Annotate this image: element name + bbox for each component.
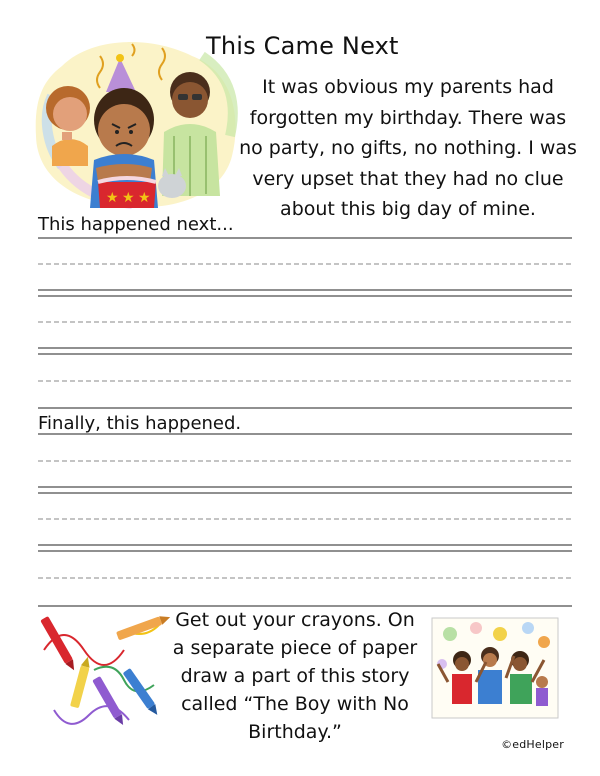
section-label-finally: Finally, this happened.: [38, 413, 242, 434]
drawing-prompt: Get out your crayons. On a separate piece of paper draw a part of this story called “The Boy with No Birthday.”: [172, 609, 418, 743]
crayons-illustration: [34, 610, 174, 750]
story-paragraph: It was obvious my parents had forgotten my birthday. There was no party, no gifts, no nothing. I was very upset that they had no clue about this big day of mine.: [239, 76, 577, 220]
children-drawing-illustration: [428, 612, 562, 722]
section-label-next: This happened next...: [38, 214, 234, 235]
svg-text:★: ★: [122, 190, 135, 206]
copyright-label: ©edHelper: [501, 738, 564, 751]
svg-text:★: ★: [106, 190, 119, 206]
page-title: This Came Next: [206, 32, 399, 60]
svg-text:★: ★: [138, 190, 151, 206]
